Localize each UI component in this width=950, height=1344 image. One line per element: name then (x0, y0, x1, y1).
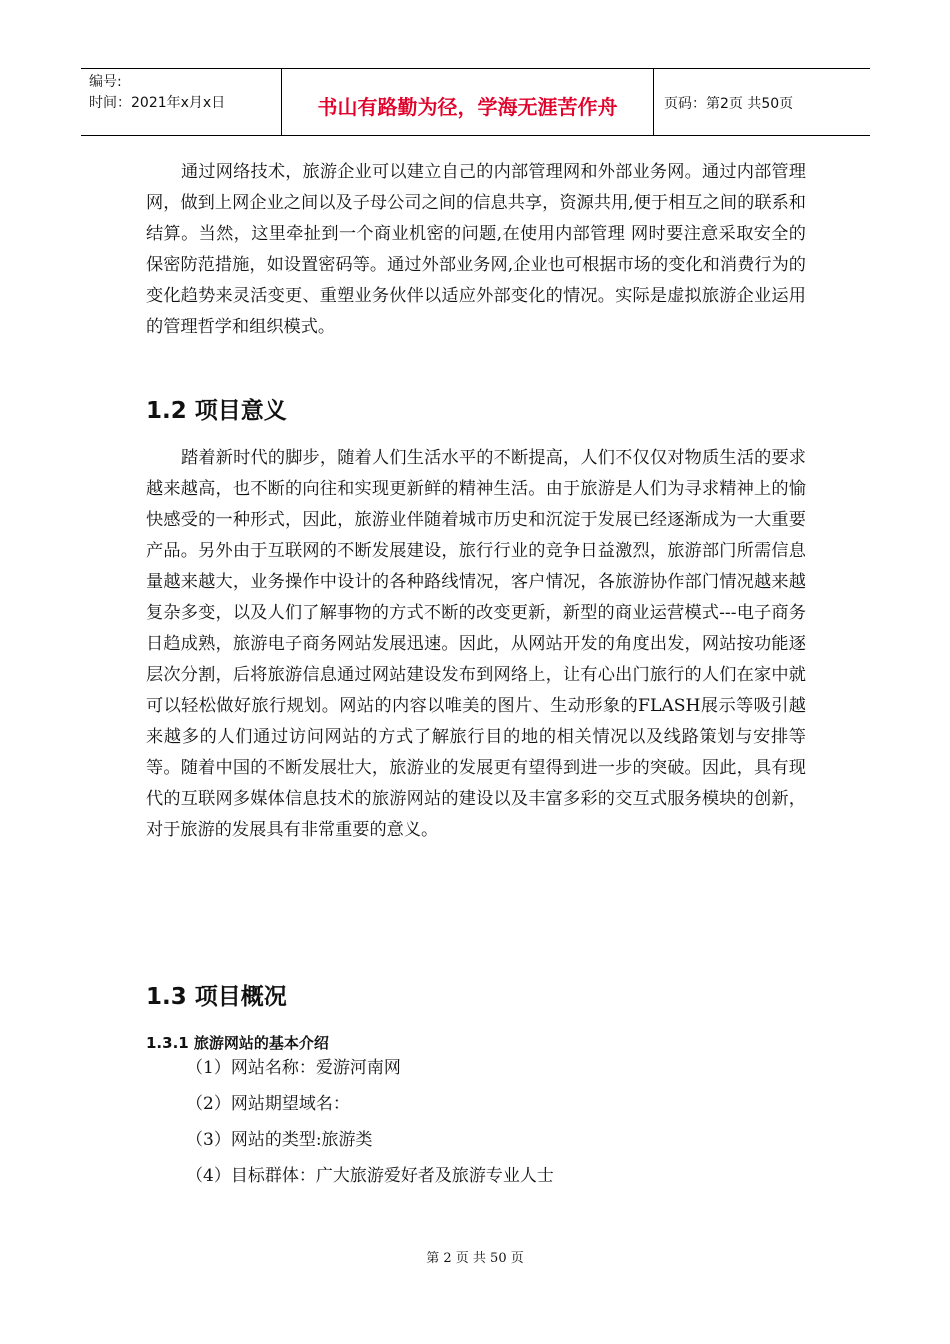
site-info-list (186, 1053, 554, 1197)
header-meta (81, 69, 282, 135)
header-motto: 书山有路勤为径，学海无涯苦作舟 (282, 69, 654, 135)
list-item: （4）目标群体：广大旅游爱好者及旅游专业人士 (186, 1166, 554, 1186)
subsection-heading-1-3-1: 1.3.1 旅游网站的基本介绍 (146, 1034, 329, 1052)
list-item: （2）网站期望域名： (186, 1094, 350, 1114)
document-date-label: 时间：2021年x月x日 (89, 95, 226, 111)
page-header (81, 68, 870, 136)
paragraph-network-tech: 通过网络技术，旅游企业可以建立自己的内部管理网和外部业务网。通过内部管理网，做到上网企业之间以及子母公司之间的信息共享，资源共用,便于相互之间的联系和结算。当然，这里牵扯到一个商业机密的问题,在使用内部管理 网时要注意采取安全的保密防范措施，如设置密码等。通过外部业务网,企业也可根据市场的变化和消费行为的变化趋势来灵活变更、重塑业务伙伴以适应外部变化的情况。实际是虚拟旅游企业运用的管理哲学和组织模式。 (146, 162, 806, 337)
paragraph-project-significance: 踏着新时代的脚步，随着人们生活水平的不断提高，人们不仅仅对物质生活的要求越来越高，也不断的向往和实现更新鲜的精神生活。由于旅游是人们为寻求精神上的愉快感受的一种形式，因此，旅游业伴随着城市历史和沉淀于发展已经逐渐成为一大重要产品。另外由于互联网的不断发展建设，旅行行业的竞争日益激烈，旅游部门所需信息量越来越大，业务操作中设计的各种路线情况，客户情况，各旅游协作部门情况越来越复杂多变，以及人们了解事物的方式不断的改变更新，新型的商业运营模式---电子商务日趋成熟，旅游电子商务网站发展迅速。因此，从网站开发的角度出发，网站按功能逐层次分割，后将旅游信息通过网站建设发布到网络上，让有心出门旅行的人们在家中就可以轻松做好旅行规划。网站的内容以唯美的图片、生动形象的FLASH展示等吸引越来越多的人们通过访问网站的方式了解旅行目的地的相关情况以及线路策划与安排等等。随着中国的不断发展壮大，旅游业的发展更有望得到进一步的突破。因此，具有现代的互联网多媒体信息技术的旅游网站的建设以及丰富多彩的交互式服务模块的创新，对于旅游的发展具有非常重要的意义。 (146, 448, 806, 840)
section-heading-1-2: 1.2 项目意义 (146, 398, 287, 424)
list-item: （3）网站的类型:旅游类 (186, 1130, 373, 1150)
document-number-label: 编号: (89, 74, 122, 90)
list-item: （1）网站名称：爱游河南网 (186, 1058, 401, 1078)
section-heading-1-3: 1.3 项目概况 (146, 984, 287, 1010)
page-footer: 第 2 页 共 50 页 (426, 1251, 524, 1266)
header-page-info: 页码：第2页 共50页 (664, 96, 794, 112)
